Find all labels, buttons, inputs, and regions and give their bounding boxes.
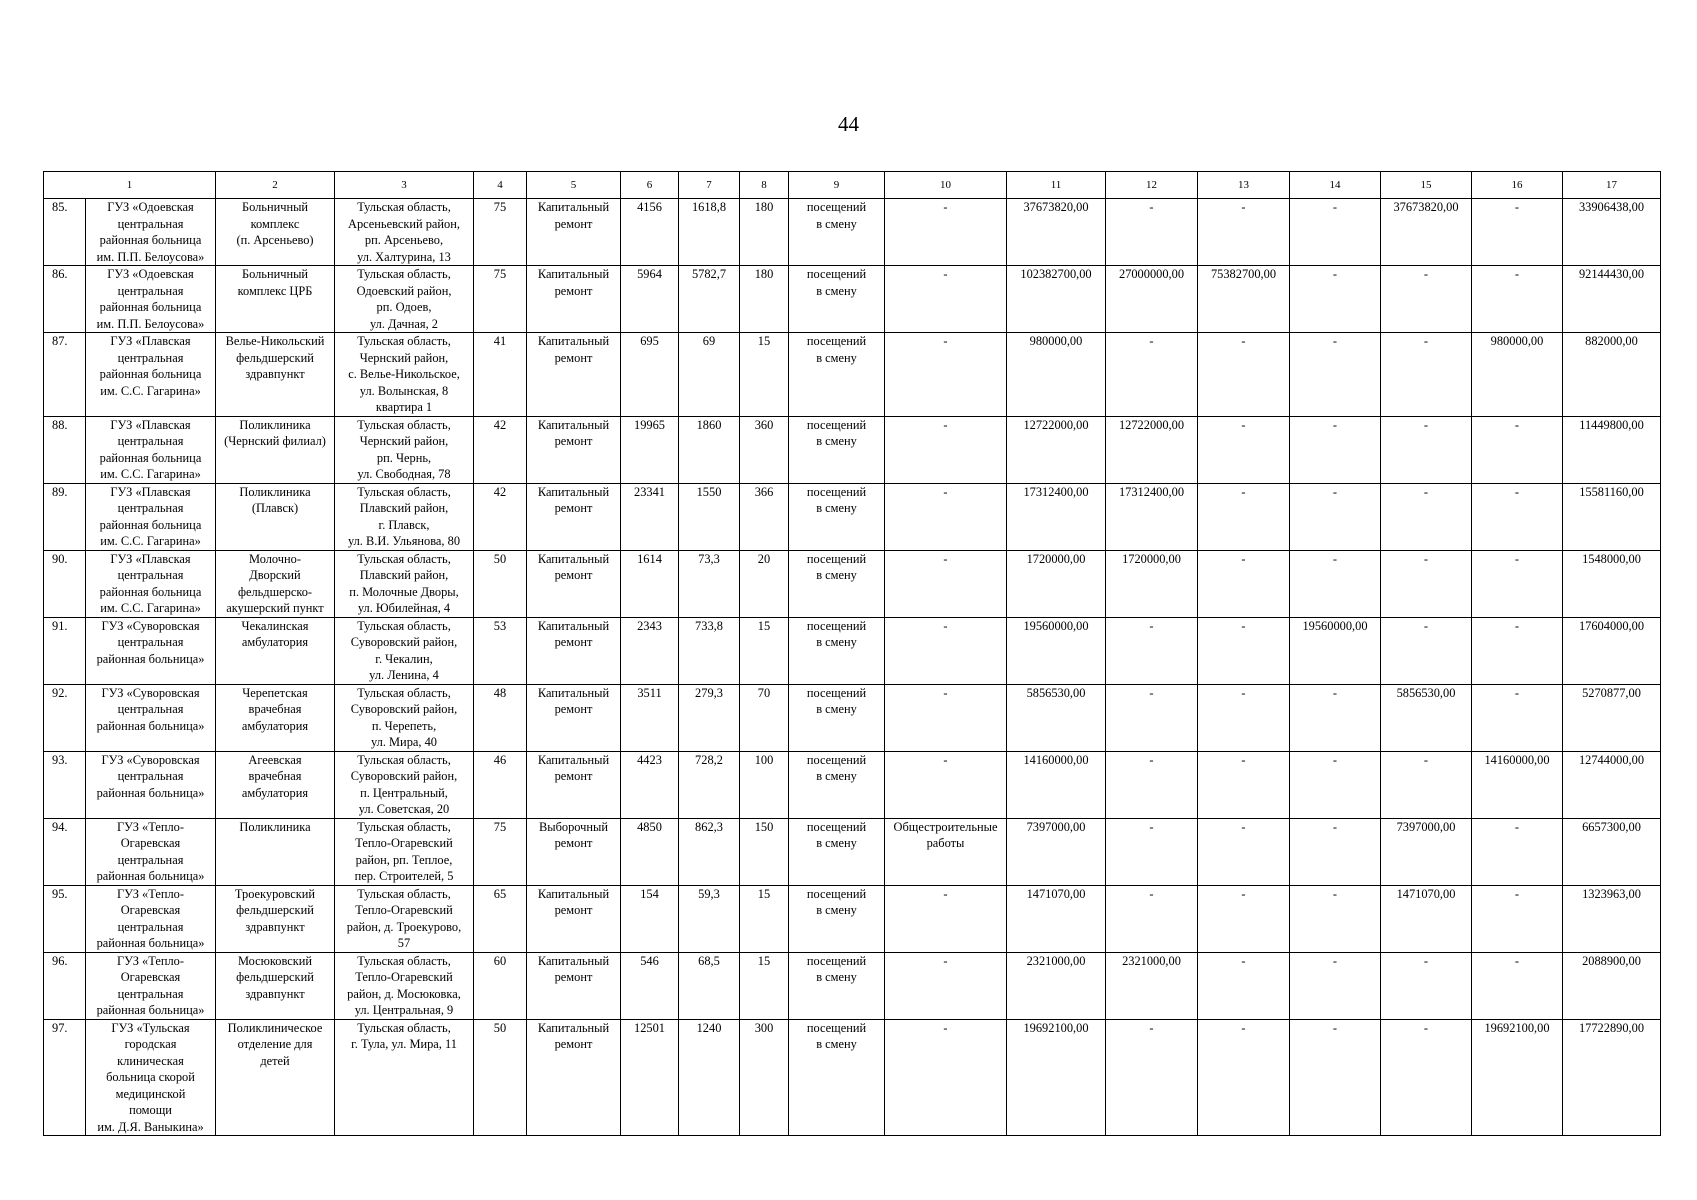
row-number-cell: 92.	[44, 684, 86, 751]
table-cell: ГУЗ «Суворовская центральная районная больница»	[86, 684, 216, 751]
table-cell: ГУЗ «Одоевская центральная районная больница им. П.П. Белоусова»	[86, 199, 216, 266]
row-number-cell: 85.	[44, 199, 86, 266]
table-cell: -	[1381, 416, 1472, 483]
column-number-row	[44, 172, 1661, 199]
table-cell: 92144430,00	[1563, 266, 1661, 333]
table-cell: Поликлиника (Плавск)	[216, 483, 335, 550]
table-cell: 19560000,00	[1290, 617, 1381, 684]
table-cell: 2321000,00	[1106, 952, 1198, 1019]
table-cell: Троекуровский фельдшерский здравпункт	[216, 885, 335, 952]
table-row	[44, 266, 1661, 333]
table-cell: ГУЗ «Плавская центральная районная больница им. С.С. Гагарина»	[86, 333, 216, 417]
table-cell: 728,2	[679, 751, 740, 818]
table-cell: -	[1106, 818, 1198, 885]
column-header: 7	[679, 172, 740, 199]
page-number: 44	[838, 112, 859, 136]
table-cell: ГУЗ «Суворовская центральная районная больница»	[86, 751, 216, 818]
table-cell: -	[1198, 885, 1290, 952]
table-cell: Капитальный ремонт	[527, 952, 621, 1019]
table-cell: 2088900,00	[1563, 952, 1661, 1019]
table-cell: Общестроительные работы	[885, 818, 1007, 885]
table-cell: 7397000,00	[1007, 818, 1106, 885]
table-cell: 15	[740, 617, 789, 684]
table-cell: 1720000,00	[1106, 550, 1198, 617]
table-cell: 12722000,00	[1007, 416, 1106, 483]
table-cell: 733,8	[679, 617, 740, 684]
table-cell: 41	[474, 333, 527, 417]
table-cell: 862,3	[679, 818, 740, 885]
table-cell: -	[1290, 333, 1381, 417]
table-cell: -	[1381, 266, 1472, 333]
row-number-cell: 87.	[44, 333, 86, 417]
table-cell: Поликлиника (Чернский филиал)	[216, 416, 335, 483]
row-number-cell: 95.	[44, 885, 86, 952]
table-row	[44, 952, 1661, 1019]
table-cell: 6657300,00	[1563, 818, 1661, 885]
table-row	[44, 1019, 1661, 1136]
table-cell: -	[1198, 617, 1290, 684]
table-cell: 180	[740, 199, 789, 266]
table-cell: 11449800,00	[1563, 416, 1661, 483]
table-cell: Выборочный ремонт	[527, 818, 621, 885]
table-cell: 15	[740, 333, 789, 417]
table-cell: 15	[740, 952, 789, 1019]
table-cell: Больничный комплекс (п. Арсеньево)	[216, 199, 335, 266]
table-cell: посещений в смену	[789, 416, 885, 483]
table-cell: 1471070,00	[1381, 885, 1472, 952]
table-cell: -	[1290, 416, 1381, 483]
column-header: 17	[1563, 172, 1661, 199]
table-cell: посещений в смену	[789, 483, 885, 550]
table-cell: посещений в смену	[789, 885, 885, 952]
table-cell: 42	[474, 483, 527, 550]
table-cell: -	[1290, 751, 1381, 818]
table-cell: -	[1106, 751, 1198, 818]
table-cell: 300	[740, 1019, 789, 1136]
table-cell: Капитальный ремонт	[527, 751, 621, 818]
table-cell: -	[1472, 266, 1563, 333]
table-cell: Капитальный ремонт	[527, 266, 621, 333]
table-cell: посещений в смену	[789, 684, 885, 751]
table-cell: 19692100,00	[1472, 1019, 1563, 1136]
table-cell: Тульская область, Суворовский район, г. Чекалин, ул. Ленина, 4	[335, 617, 474, 684]
table-header	[44, 172, 1661, 199]
table-cell: 1240	[679, 1019, 740, 1136]
table-cell: -	[1290, 684, 1381, 751]
table-cell: 5856530,00	[1381, 684, 1472, 751]
table-cell: 14160000,00	[1007, 751, 1106, 818]
table-cell: ГУЗ «Тепло- Огаревская центральная районная больница»	[86, 818, 216, 885]
column-header: 2	[216, 172, 335, 199]
table-cell: -	[1106, 1019, 1198, 1136]
table-row	[44, 333, 1661, 417]
table-cell: посещений в смену	[789, 199, 885, 266]
table-cell: -	[1472, 885, 1563, 952]
table-cell: -	[1290, 483, 1381, 550]
table-cell: 3511	[621, 684, 679, 751]
column-header: 4	[474, 172, 527, 199]
table-cell: 980000,00	[1472, 333, 1563, 417]
table-cell: Капитальный ремонт	[527, 550, 621, 617]
table-cell: посещений в смену	[789, 617, 885, 684]
table-cell: 102382700,00	[1007, 266, 1106, 333]
table-cell: 12501	[621, 1019, 679, 1136]
table-cell: -	[1198, 333, 1290, 417]
table-cell: -	[1381, 751, 1472, 818]
column-header: 8	[740, 172, 789, 199]
table-cell: 980000,00	[1007, 333, 1106, 417]
table-cell: Тульская область, Тепло-Огаревский район, д. Троекурово, 57	[335, 885, 474, 952]
table-cell: -	[1472, 550, 1563, 617]
table-cell: Чекалинская амбулатория	[216, 617, 335, 684]
table-cell: 5856530,00	[1007, 684, 1106, 751]
row-number-cell: 97.	[44, 1019, 86, 1136]
table-cell: -	[1290, 818, 1381, 885]
table-cell: 4156	[621, 199, 679, 266]
table-cell: -	[1290, 1019, 1381, 1136]
table-cell: -	[885, 416, 1007, 483]
table-cell: Тульская область, Плавский район, п. Молочные Дворы, ул. Юбилейная, 4	[335, 550, 474, 617]
table-cell: -	[885, 1019, 1007, 1136]
table-cell: 20	[740, 550, 789, 617]
table-cell: ГУЗ «Плавская центральная районная больница им. С.С. Гагарина»	[86, 416, 216, 483]
table-cell: 1614	[621, 550, 679, 617]
table-cell: -	[1290, 952, 1381, 1019]
table-cell: 37673820,00	[1007, 199, 1106, 266]
table-cell: 50	[474, 1019, 527, 1136]
table-cell: 180	[740, 266, 789, 333]
table-cell: посещений в смену	[789, 818, 885, 885]
table-cell: посещений в смену	[789, 1019, 885, 1136]
table-cell: ГУЗ «Одоевская центральная районная больница им. П.П. Белоусова»	[86, 266, 216, 333]
table-cell: 695	[621, 333, 679, 417]
table-cell: 65	[474, 885, 527, 952]
table-cell: Тульская область, Суворовский район, п. Центральный, ул. Советская, 20	[335, 751, 474, 818]
table-cell: Капитальный ремонт	[527, 199, 621, 266]
table-cell: Капитальный ремонт	[527, 333, 621, 417]
table-cell: 75	[474, 818, 527, 885]
table-cell: 366	[740, 483, 789, 550]
table-cell: 70	[740, 684, 789, 751]
table-cell: 4850	[621, 818, 679, 885]
table-cell: 1548000,00	[1563, 550, 1661, 617]
table-cell: -	[1381, 1019, 1472, 1136]
row-number-cell: 91.	[44, 617, 86, 684]
table-cell: -	[1472, 617, 1563, 684]
table-cell: -	[885, 885, 1007, 952]
table-cell: -	[1198, 483, 1290, 550]
table-cell: Молочно- Дворский фельдшерско- акушерский пункт	[216, 550, 335, 617]
table-cell: 5782,7	[679, 266, 740, 333]
column-header: 5	[527, 172, 621, 199]
table-cell: -	[1106, 684, 1198, 751]
table-cell: посещений в смену	[789, 952, 885, 1019]
column-header: 16	[1472, 172, 1563, 199]
table-cell: -	[1198, 199, 1290, 266]
table-cell: -	[1472, 818, 1563, 885]
table-cell: ГУЗ «Тепло- Огаревская центральная районная больница»	[86, 952, 216, 1019]
column-header: 12	[1106, 172, 1198, 199]
column-header: 13	[1198, 172, 1290, 199]
table-row	[44, 751, 1661, 818]
table-cell: 4423	[621, 751, 679, 818]
table-cell: 27000000,00	[1106, 266, 1198, 333]
table-cell: -	[1381, 617, 1472, 684]
table-cell: -	[1290, 199, 1381, 266]
column-header: 1	[44, 172, 216, 199]
table-cell: 17722890,00	[1563, 1019, 1661, 1136]
table-cell: -	[1290, 266, 1381, 333]
table-cell: -	[1198, 416, 1290, 483]
table-cell: 150	[740, 818, 789, 885]
table-cell: посещений в смену	[789, 333, 885, 417]
table-cell: 1860	[679, 416, 740, 483]
table-cell: 69	[679, 333, 740, 417]
table-cell: ГУЗ «Тульская городская клиническая больница скорой медицинской помощи им. Д.Я. Ваныкина»	[86, 1019, 216, 1136]
table-cell: -	[1106, 885, 1198, 952]
table-cell: 2343	[621, 617, 679, 684]
table-cell: -	[885, 751, 1007, 818]
table-row	[44, 199, 1661, 266]
table-cell: посещений в смену	[789, 266, 885, 333]
table-cell: 100	[740, 751, 789, 818]
table-cell: Больничный комплекс ЦРБ	[216, 266, 335, 333]
table-cell: 5270877,00	[1563, 684, 1661, 751]
table-cell: 12744000,00	[1563, 751, 1661, 818]
table-cell: 48	[474, 684, 527, 751]
table-cell: 5964	[621, 266, 679, 333]
row-number-cell: 96.	[44, 952, 86, 1019]
table-cell: -	[1106, 199, 1198, 266]
table-cell: -	[1198, 952, 1290, 1019]
table-cell: 42	[474, 416, 527, 483]
table-row	[44, 483, 1661, 550]
table-cell: 75	[474, 266, 527, 333]
table-cell: -	[885, 952, 1007, 1019]
table-cell: 59,3	[679, 885, 740, 952]
row-number-cell: 86.	[44, 266, 86, 333]
table-cell: -	[1290, 885, 1381, 952]
table-cell: 46	[474, 751, 527, 818]
table-cell: -	[885, 684, 1007, 751]
table-row	[44, 617, 1661, 684]
table-cell: 882000,00	[1563, 333, 1661, 417]
column-header: 10	[885, 172, 1007, 199]
table-cell: -	[1472, 684, 1563, 751]
table-cell: 2321000,00	[1007, 952, 1106, 1019]
table-cell: 68,5	[679, 952, 740, 1019]
table-cell: 15	[740, 885, 789, 952]
table-cell: ГУЗ «Плавская центральная районная больница им. С.С. Гагарина»	[86, 550, 216, 617]
table-cell: 19560000,00	[1007, 617, 1106, 684]
row-number-cell: 88.	[44, 416, 86, 483]
table-cell: -	[1198, 751, 1290, 818]
table-cell: Капитальный ремонт	[527, 416, 621, 483]
table-cell: Тульская область, Арсеньевский район, рп. Арсеньево, ул. Халтурина, 13	[335, 199, 474, 266]
table-cell: -	[1472, 952, 1563, 1019]
table-cell: -	[1472, 416, 1563, 483]
table-cell: 53	[474, 617, 527, 684]
table-cell: Тульская область, г. Тула, ул. Мира, 11	[335, 1019, 474, 1136]
table-cell: 17604000,00	[1563, 617, 1661, 684]
table-cell: ГУЗ «Плавская центральная районная больница им. С.С. Гагарина»	[86, 483, 216, 550]
table-cell: Тульская область, Плавский район, г. Плавск, ул. В.И. Ульянова, 80	[335, 483, 474, 550]
table-cell: -	[1381, 550, 1472, 617]
table-cell: 546	[621, 952, 679, 1019]
table-cell: -	[1198, 818, 1290, 885]
column-header: 15	[1381, 172, 1472, 199]
table-cell: Капитальный ремонт	[527, 483, 621, 550]
table-cell: -	[1106, 333, 1198, 417]
table-row	[44, 416, 1661, 483]
table-cell: 154	[621, 885, 679, 952]
table-cell: 1618,8	[679, 199, 740, 266]
table-cell: 19692100,00	[1007, 1019, 1106, 1136]
table-cell: 360	[740, 416, 789, 483]
column-header: 9	[789, 172, 885, 199]
row-number-cell: 94.	[44, 818, 86, 885]
table-cell: Тульская область, Чернский район, рп. Чернь, ул. Свободная, 78	[335, 416, 474, 483]
table-cell: 12722000,00	[1106, 416, 1198, 483]
table-cell: 60	[474, 952, 527, 1019]
table-row	[44, 818, 1661, 885]
table-cell: Велье-Никольский фельдшерский здравпункт	[216, 333, 335, 417]
table-cell: 15581160,00	[1563, 483, 1661, 550]
table-cell: -	[1198, 550, 1290, 617]
table-cell: -	[1472, 483, 1563, 550]
table-cell: 14160000,00	[1472, 751, 1563, 818]
table-cell: -	[885, 550, 1007, 617]
table-cell: Черепетская врачебная амбулатория	[216, 684, 335, 751]
table-cell: -	[885, 617, 1007, 684]
table-cell: -	[1198, 1019, 1290, 1136]
table-cell: Поликлиника	[216, 818, 335, 885]
column-header: 3	[335, 172, 474, 199]
table-cell: 279,3	[679, 684, 740, 751]
table-cell: -	[1381, 333, 1472, 417]
table-cell: -	[1381, 952, 1472, 1019]
table-cell: 37673820,00	[1381, 199, 1472, 266]
column-header: 6	[621, 172, 679, 199]
table-cell: -	[885, 266, 1007, 333]
table-cell: Капитальный ремонт	[527, 684, 621, 751]
table-cell: 75382700,00	[1198, 266, 1290, 333]
table-cell: Агеевская врачебная амбулатория	[216, 751, 335, 818]
table-cell: 17312400,00	[1007, 483, 1106, 550]
table-cell: ГУЗ «Тепло- Огаревская центральная районная больница»	[86, 885, 216, 952]
table-cell: Капитальный ремонт	[527, 617, 621, 684]
table-cell: ГУЗ «Суворовская центральная районная больница»	[86, 617, 216, 684]
table-cell: Капитальный ремонт	[527, 1019, 621, 1136]
table-row	[44, 885, 1661, 952]
table-cell: посещений в смену	[789, 751, 885, 818]
table-cell: Капитальный ремонт	[527, 885, 621, 952]
table-row	[44, 684, 1661, 751]
table-cell: 17312400,00	[1106, 483, 1198, 550]
table-cell: 1471070,00	[1007, 885, 1106, 952]
table-cell: 23341	[621, 483, 679, 550]
table-cell: Поликлиническое отделение для детей	[216, 1019, 335, 1136]
table-cell: 50	[474, 550, 527, 617]
table-cell: -	[1198, 684, 1290, 751]
table-body	[44, 199, 1661, 1136]
table-cell: -	[885, 333, 1007, 417]
table-cell: -	[885, 199, 1007, 266]
table-cell: 19965	[621, 416, 679, 483]
table-cell: 33906438,00	[1563, 199, 1661, 266]
table-row	[44, 550, 1661, 617]
table-cell: 1550	[679, 483, 740, 550]
table-cell: Тульская область, Одоевский район, рп. Одоев, ул. Дачная, 2	[335, 266, 474, 333]
row-number-cell: 93.	[44, 751, 86, 818]
column-header: 14	[1290, 172, 1381, 199]
table-cell: посещений в смену	[789, 550, 885, 617]
table-cell: Мосюковский фельдшерский здравпункт	[216, 952, 335, 1019]
row-number-cell: 89.	[44, 483, 86, 550]
capital-repair-register-table	[43, 171, 1661, 1136]
table-cell: 7397000,00	[1381, 818, 1472, 885]
table-cell: Тульская область, Тепло-Огаревский район, рп. Теплое, пер. Строителей, 5	[335, 818, 474, 885]
table-cell: -	[1381, 483, 1472, 550]
table-cell: Тульская область, Чернский район, с. Велье-Никольское, ул. Волынская, 8 квартира 1	[335, 333, 474, 417]
row-number-cell: 90.	[44, 550, 86, 617]
table-cell: 1323963,00	[1563, 885, 1661, 952]
table-cell: Тульская область, Тепло-Огаревский район, д. Мосюковка, ул. Центральная, 9	[335, 952, 474, 1019]
table-cell: 75	[474, 199, 527, 266]
table-cell: 1720000,00	[1007, 550, 1106, 617]
column-header: 11	[1007, 172, 1106, 199]
table-cell: -	[1290, 550, 1381, 617]
table-cell: 73,3	[679, 550, 740, 617]
table-cell: -	[1106, 617, 1198, 684]
table-cell: -	[885, 483, 1007, 550]
table-cell: Тульская область, Суворовский район, п. Черепеть, ул. Мира, 40	[335, 684, 474, 751]
table-cell: -	[1472, 199, 1563, 266]
